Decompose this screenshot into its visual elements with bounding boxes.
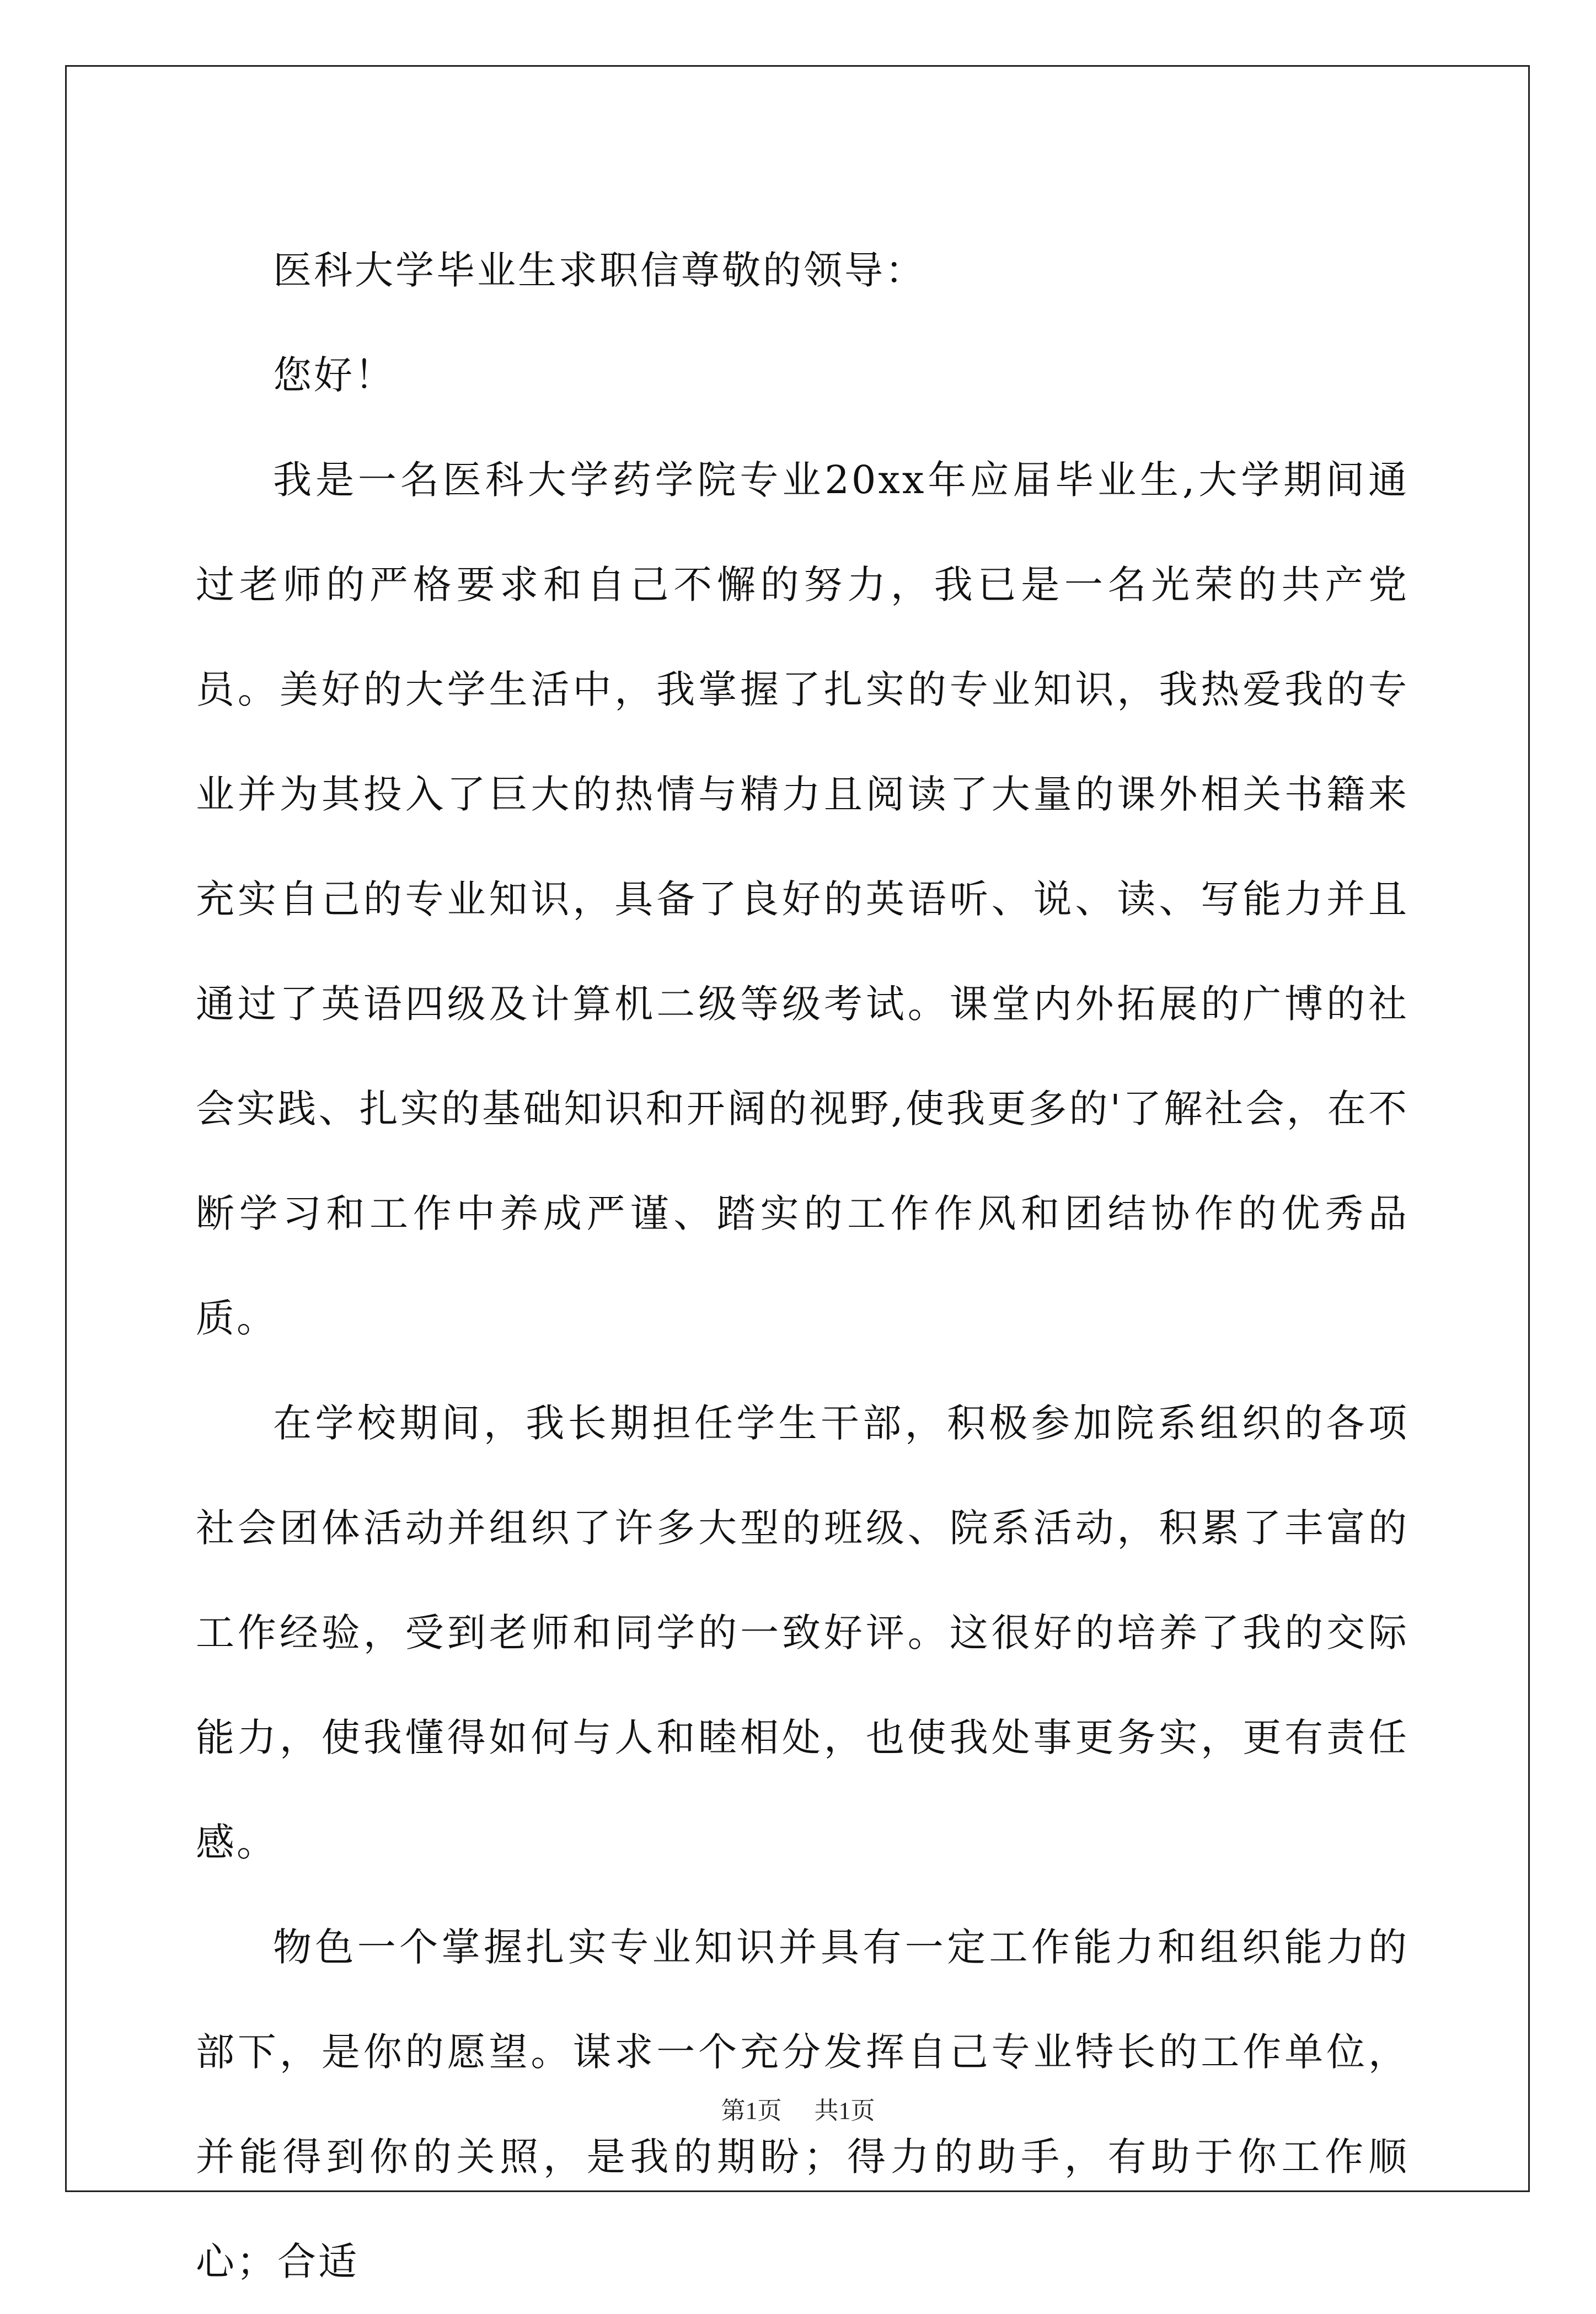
- paragraph-wish: 物色一个掌握扎实专业知识并具有一定工作能力和组织能力的部下，是你的愿望。谋求一个充分发挥自己专业特长的工作单位，并能得到你的关照，是我的期盼；得力的助手，有助于你工作顺心；合适: [196, 1925, 1409, 2284]
- letter-body: [196, 218, 1409, 2314]
- page-number: 第1页: [721, 2097, 782, 2124]
- page-footer: [0, 2091, 1596, 2126]
- greeting: 您好！: [273, 352, 395, 398]
- paragraph-school: 在学校期间，我长期担任学生干部，积极参加院系组织的各项社会团体活动并组织了许多大型的班级、院系活动，积累了丰富的工作经验，受到老师和同学的一致好评。这很好的培养了我的交际能力，使我懂得如何与人和睦相处，也使我处事更务实，更有责任感。: [196, 1401, 1409, 1865]
- paragraph-intro: 我是一名医科大学药学院专业20xx年应届毕业生,大学期间通过老师的严格要求和自己不懈的努力，我已是一名光荣的共产党员。美好的大学生活中，我掌握了扎实的专业知识，我热爱我的专业并为其投入了巨大的热情与精力且阅读了大量的课外相关书籍来充实自己的专业知识，具备了良好的英语听、说、读、写能力并且通过了英语四级及计算机二级等级考试。课堂内外拓展的广博的社会实践、扎实的基础知识和开阔的视野,使我更多的'了解社会，在不断学习和工作中养成严谨、踏实的工作作风和团结协作的优秀品质。: [196, 457, 1409, 1341]
- page-total: 共1页: [814, 2097, 875, 2124]
- letter-title: 医科大学毕业生求职信尊敬的领导：: [273, 248, 926, 293]
